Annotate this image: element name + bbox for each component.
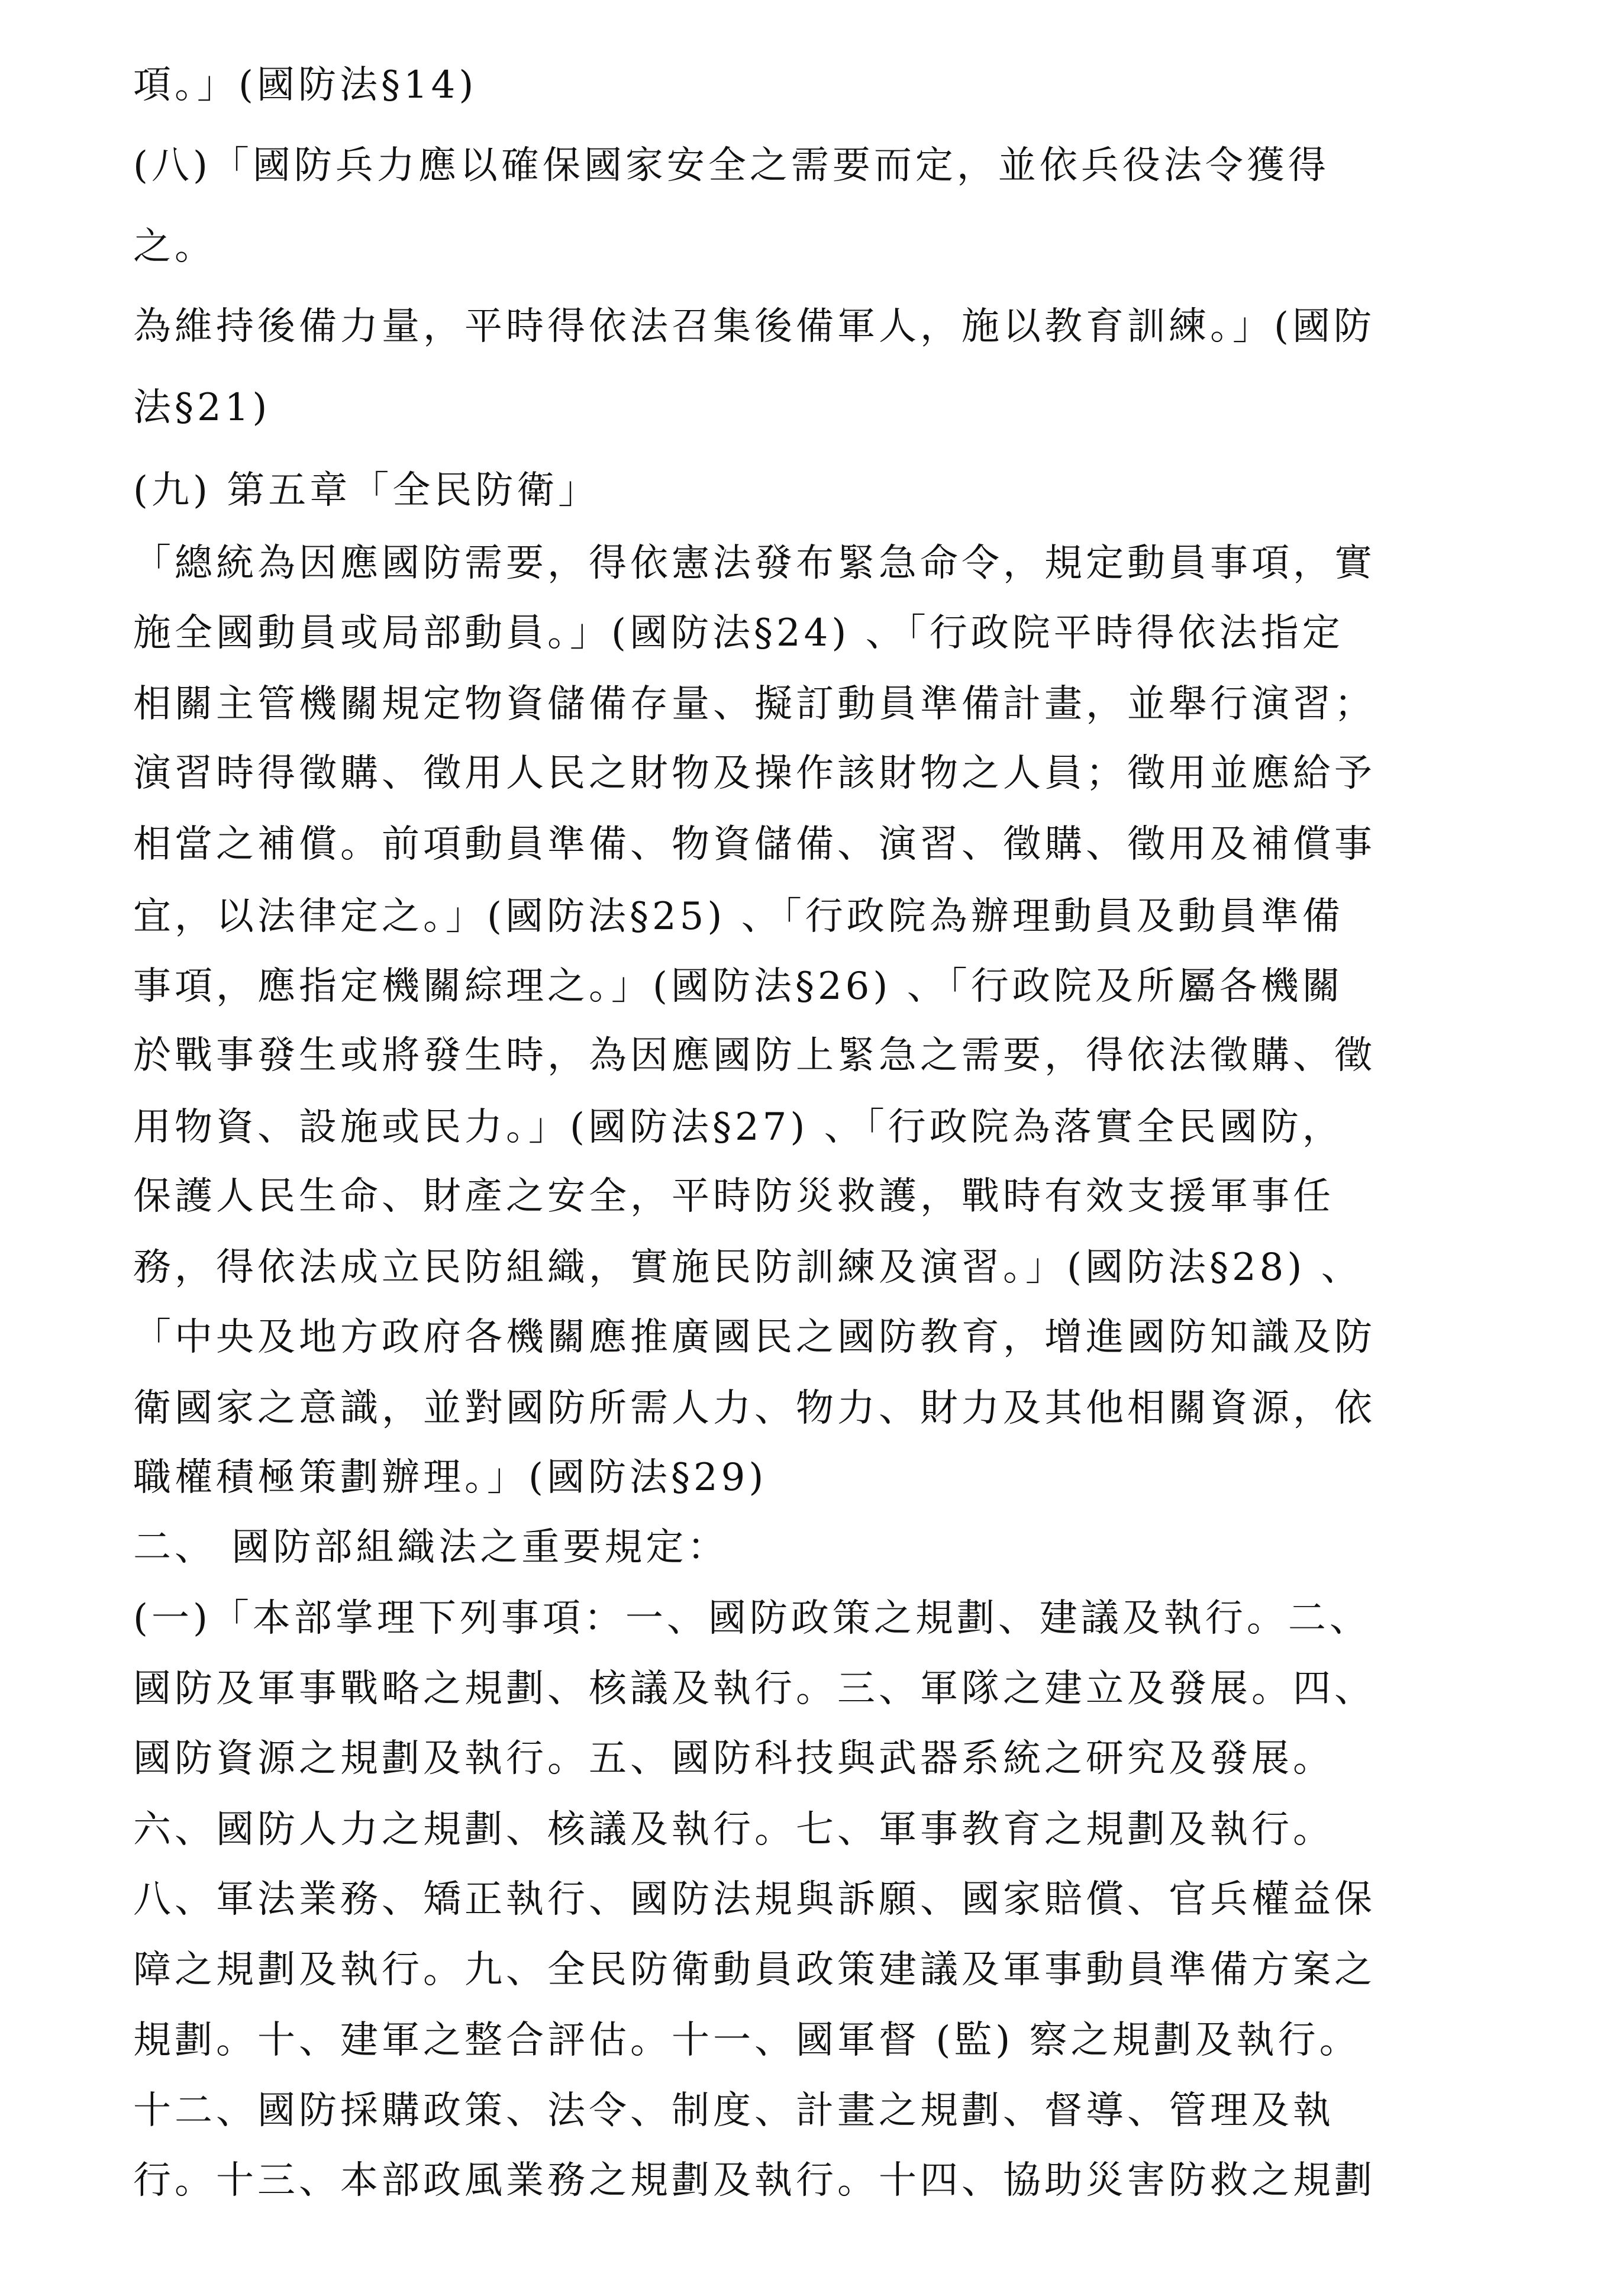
text-line: 相當之補償。前項動員準備、物資儲備、演習、徵購、徵用及補償事	[133, 823, 1376, 866]
text-line: 為維持後備力量，平時得依法召集後備軍人，施以教育訓練。」(國防	[133, 305, 1375, 349]
text-line: 障之規劃及執行。九、全民防衛動員政策建議及軍事動員準備方案之	[133, 1948, 1376, 1992]
text-line: 之。	[133, 225, 216, 269]
text-line: 六、國防人力之規劃、核議及執行。七、軍事教育之規劃及執行。	[133, 1808, 1334, 1852]
text-line: 於戰事發生或將發生時，為因應國防上緊急之需要，得依法徵購、徵	[133, 1034, 1376, 1078]
text-line: 八、軍法業務、矯正執行、國防法規與訴願、國家賠償、官兵權益保	[133, 1878, 1376, 1921]
text-line: 「中央及地方政府各機關應推廣國民之國防教育，增進國防知識及防	[133, 1315, 1376, 1359]
text-line: 十二、國防採購政策、法令、制度、計畫之規劃、督導、管理及執	[133, 2089, 1334, 2133]
text-line: 項。」(國防法§14)	[133, 63, 477, 107]
text-line: 國防資源之規劃及執行。五、國防科技與武器系統之研究及發展。	[133, 1737, 1334, 1781]
text-line: 相關主管機關規定物資儲備存量、擬訂動員準備計畫，並舉行演習；	[133, 682, 1376, 726]
text-line: (九) 第五章「全民防衛」	[133, 469, 600, 512]
text-line: 演習時得徵購、徵用人民之財物及操作該財物之人員；徵用並應給予	[133, 752, 1376, 795]
text-line: 用物資、設施或民力。」(國防法§27) 、「行政院為落實全民國防，	[133, 1105, 1344, 1149]
text-line: 宜，以法律定之。」(國防法§25) 、「行政院為辦理動員及動員準備	[133, 895, 1344, 939]
text-line: 規劃。十、建軍之整合評估。十一、國軍督 (監) 察之規劃及執行。	[133, 2018, 1361, 2062]
text-line: 行。十三、本部政風業務之規劃及執行。十四、協助災害防救之規劃	[133, 2159, 1376, 2203]
text-line: 保護人民生命、財產之安全，平時防災救護，戰時有效支援軍事任	[133, 1175, 1334, 1218]
text-line: 「總統為因應國防需要，得依憲法發布緊急命令，規定動員事項，實	[133, 541, 1376, 585]
text-line: (八)「國防兵力應以確保國家安全之需要而定，並依兵役法令獲得	[133, 144, 1330, 188]
text-line: 施全國動員或局部動員。」(國防法§24) 、「行政院平時得依法指定	[133, 611, 1344, 655]
text-line: 衛國家之意識，並對國防所需人力、物力、財力及其他相關資源，依	[133, 1386, 1376, 1430]
text-line: 職權積極策劃辦理。」(國防法§29)	[133, 1456, 767, 1500]
text-line: 國防及軍事戰略之規劃、核議及執行。三、軍隊之建立及發展。四、	[133, 1667, 1376, 1711]
text-line: 法§21)	[133, 386, 271, 430]
text-line: 務，得依法成立民防組織，實施民防訓練及演習。」(國防法§28) 、	[133, 1246, 1363, 1289]
text-line: (一)「本部掌理下列事項：一、國防政策之規劃、建議及執行。二、	[133, 1597, 1371, 1640]
section-heading: 二、 國防部組織法之重要規定：	[133, 1526, 729, 1569]
text-line: 事項，應指定機關綜理之。」(國防法§26) 、「行政院及所屬各機關	[133, 965, 1344, 1008]
